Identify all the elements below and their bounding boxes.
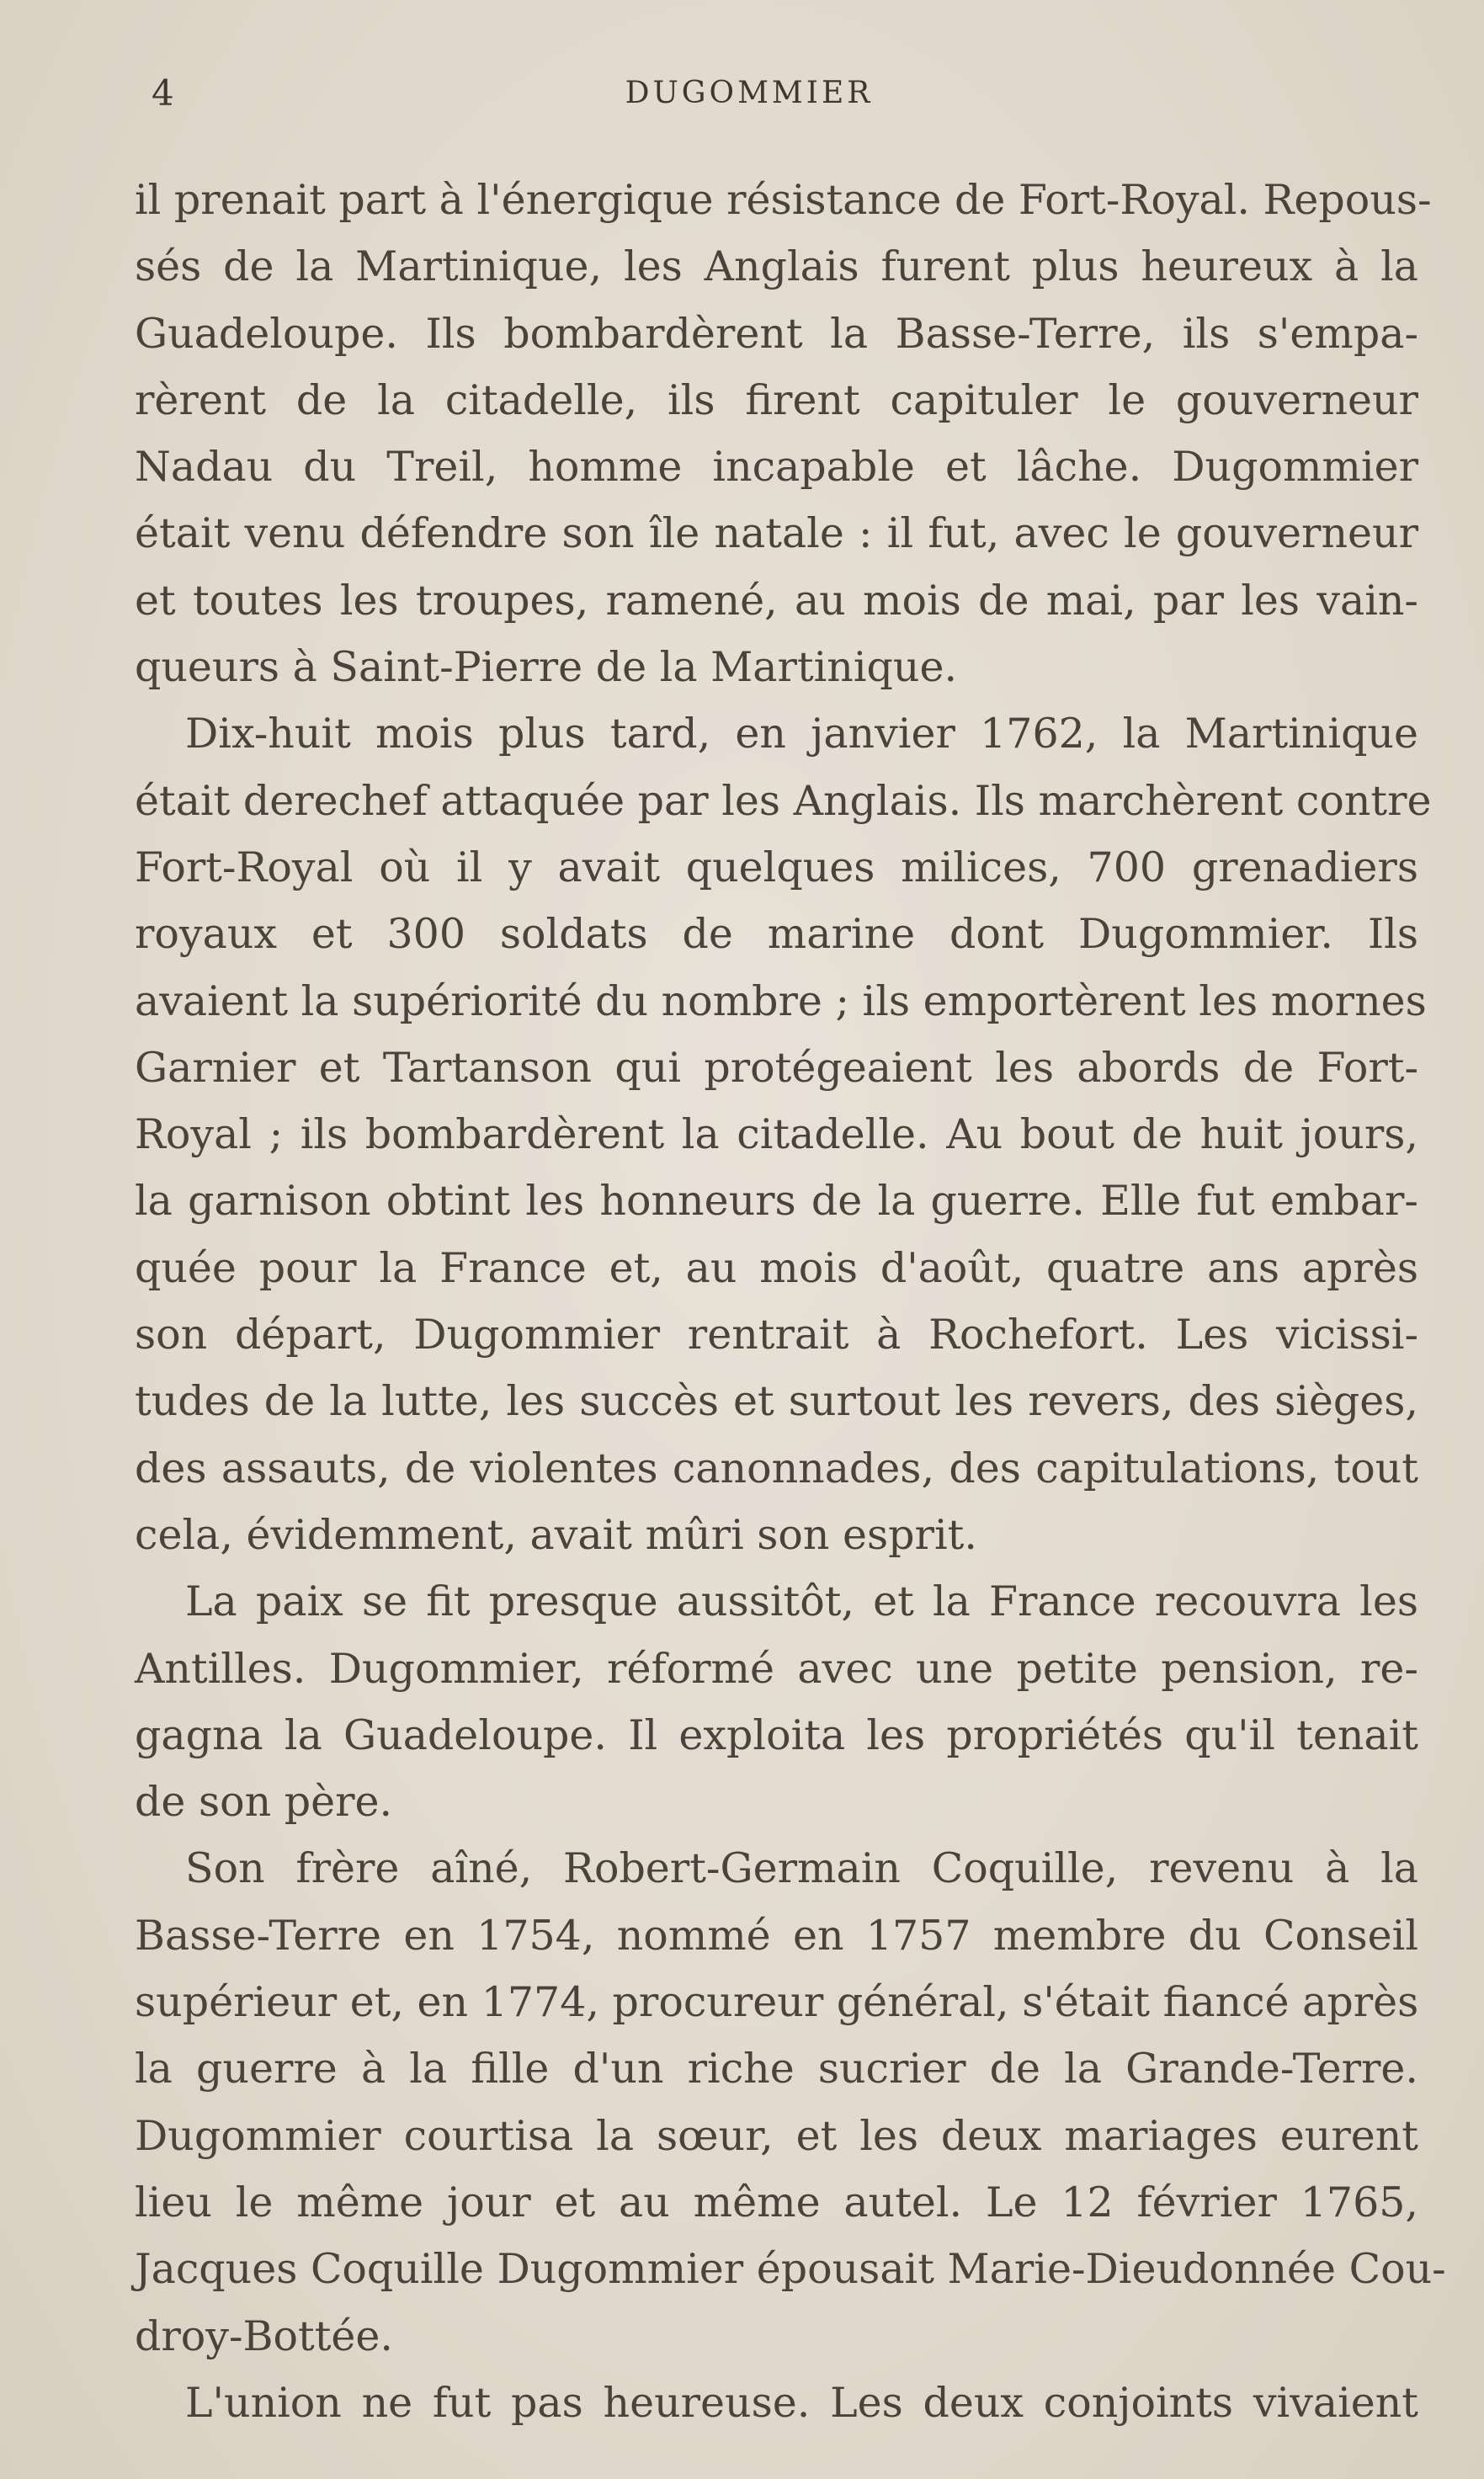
text-line: La paix se fit presque aussitôt, et la France recouvra les: [185, 1577, 1418, 1626]
text-line: supérieur et, en 1774, procureur général, s'était fiancé après: [135, 1978, 1419, 2027]
text-line: Basse-Terre en 1754, nommé en 1757 membre du Conseil: [135, 1911, 1418, 1960]
text-line: il prenait part à l'énergique résistance de Fort-Royal. Repous-: [135, 176, 1432, 224]
text-line: Guadeloupe. Ils bombardèrent la Basse-Terre, ils s'empa-: [135, 309, 1418, 358]
text-line: la guerre à la fille d'un riche sucrier de la Grande-Terre.: [135, 2045, 1418, 2093]
text-line: la garnison obtint les honneurs de la guerre. Elle fut embar-: [135, 1177, 1418, 1226]
text-line: royaux et 300 soldats de marine dont Dugommier. Ils: [135, 910, 1418, 959]
text-line: sés de la Martinique, les Anglais furent plus heureux à la: [135, 242, 1418, 291]
running-title: DUGOMMIER: [625, 76, 874, 110]
text-line: Dugommier courtisa la sœur, et les deux mariages eurent: [135, 2111, 1418, 2160]
text-line: son départ, Dugommier rentrait à Rochefort. Les vicissi-: [135, 1311, 1418, 1359]
body-text: [135, 167, 1446, 2436]
text-line: Dix-huit mois plus tard, en janvier 1762, la Martinique: [185, 710, 1418, 758]
text-line: Antilles. Dugommier, réformé avec une petite pension, re-: [135, 1644, 1418, 1693]
text-line: Nadau du Treil, homme incapable et lâche. Dugommier: [135, 443, 1418, 492]
text-line: quée pour la France et, au mois d'août, quatre ans après: [135, 1243, 1418, 1292]
text-line: Jacques Coquille Dugommier épousait Marie-Dieudonnée Cou-: [135, 2245, 1446, 2294]
text-line: avaient la supériorité du nombre ; ils emportèrent les mornes: [135, 976, 1427, 1025]
text-line: Fort-Royal où il y avait quelques milices, 700 grenadiers: [135, 843, 1418, 891]
text-line: tudes de la lutte, les succès et surtout les revers, des sièges,: [135, 1377, 1418, 1426]
text-line: queurs à Saint-Pierre de la Martinique.: [135, 643, 958, 692]
text-line: Royal ; ils bombardèrent la citadelle. Au bout de huit jours,: [135, 1110, 1418, 1159]
page-number: 4: [152, 72, 174, 114]
text-line: et toutes les troupes, ramené, au mois de mai, par les vain-: [135, 576, 1418, 625]
text-line: lieu le même jour et au même autel. Le 12 février 1765,: [135, 2178, 1418, 2226]
text-line: était derechef attaquée par les Anglais. Ils marchèrent contre: [135, 776, 1432, 825]
text-line: de son père.: [135, 1778, 393, 1827]
text-line: droy-Bottée.: [135, 2311, 393, 2360]
text-line: L'union ne fut pas heureuse. Les deux conjoints vivaient: [185, 2378, 1418, 2427]
text-line: était venu défendre son île natale : il fut, avec le gouverneur: [135, 509, 1418, 558]
text-line: des assauts, de violentes canonnades, des capitulations, tout: [135, 1444, 1418, 1492]
text-line: Garnier et Tartanson qui protégeaient les abords de Fort-: [135, 1043, 1418, 1092]
text-line: rèrent de la citadelle, ils firent capituler le gouverneur: [135, 375, 1418, 424]
text-line: Son frère aîné, Robert-Germain Coquille, revenu à la: [185, 1844, 1418, 1893]
page-header: [135, 72, 1364, 123]
text-line: gagna la Guadeloupe. Il exploita les propriétés qu'il tenait: [135, 1710, 1418, 1759]
text-line: cela, évidemment, avait mûri son esprit.: [135, 1510, 977, 1559]
